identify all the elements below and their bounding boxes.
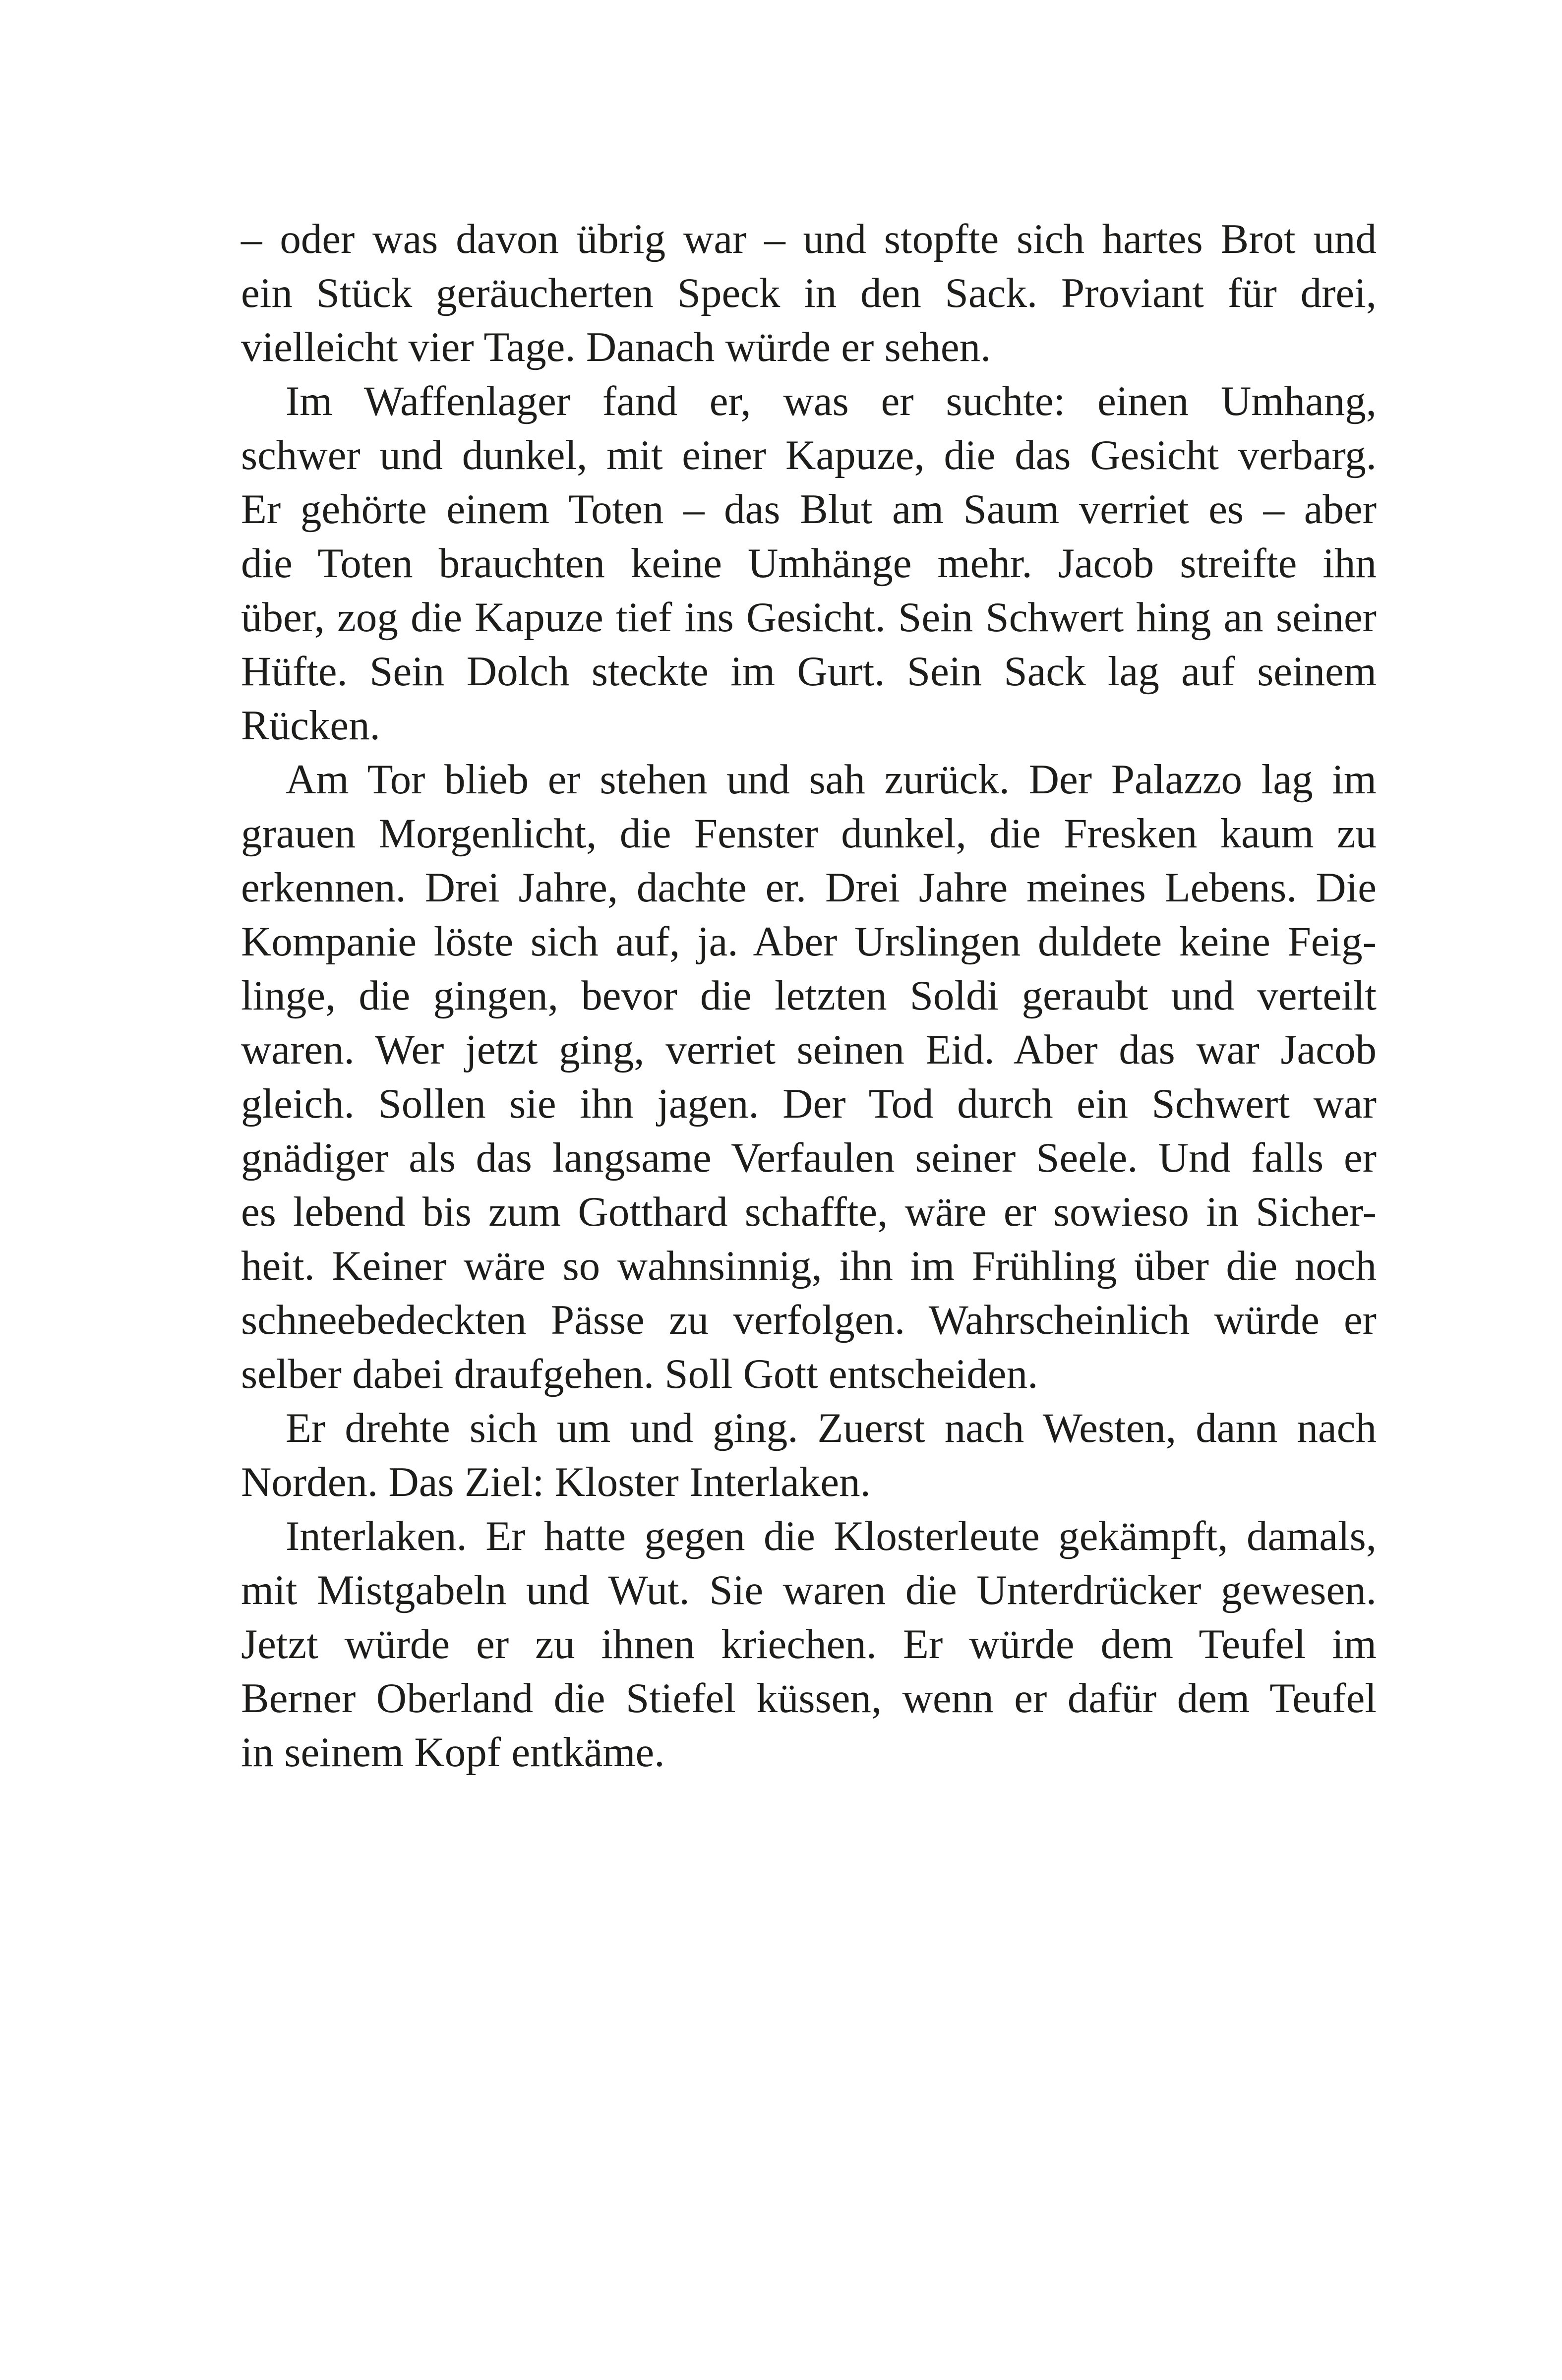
text-line: über, zog die Kapuze tief ins Gesicht. Sein Schwert hing an seiner (241, 594, 1377, 641)
text-line: Er gehörte einem Toten – das Blut am Saum verriet es – aber (241, 486, 1377, 533)
text-line: Jetzt würde er zu ihnen kriechen. Er würde dem Teufel im (241, 1621, 1377, 1667)
text-line: Hüfte. Sein Dolch steckte im Gurt. Sein Sack lag auf seinem (241, 648, 1377, 695)
text-line: waren. Wer jetzt ging, verriet seinen Eid. Aber das war Jacob (241, 1026, 1377, 1073)
body-text (241, 212, 1377, 1780)
text-line: – oder was davon übrig war – und stopfte sich hartes Brot und (241, 216, 1377, 262)
text-line: ein Stück geräucherten Speck in den Sack. Proviant für drei, (241, 270, 1377, 316)
text-line: mit Mistgabeln und Wut. Sie waren die Unterdrücker gewesen. (241, 1567, 1377, 1613)
text-line: Interlaken. Er hatte gegen die Klosterleute gekämpft, damals, (286, 1513, 1377, 1559)
text-line: Er drehte sich um und ging. Zuerst nach Westen, dann nach (286, 1405, 1377, 1451)
text-line: heit. Keiner wäre so wahnsinnig, ihn im Frühling über die noch (241, 1243, 1377, 1289)
text-line: gnädiger als das langsame Verfaulen seiner Seele. Und falls er (241, 1134, 1377, 1181)
text-line: Kompanie löste sich auf, ja. Aber Urslingen duldete keine Feig- (241, 918, 1377, 965)
text-line: Norden. Das Ziel: Kloster Interlaken. (241, 1459, 871, 1505)
text-line: es lebend bis zum Gotthard schaffte, wäre er sowieso in Sicher- (241, 1189, 1377, 1235)
text-line: selber dabei draufgehen. Soll Gott entscheiden. (241, 1351, 1038, 1397)
text-line: Berner Oberland die Stiefel küssen, wenn er dafür dem Teufel (241, 1675, 1377, 1722)
text-line: vielleicht vier Tage. Danach würde er sehen. (241, 324, 991, 370)
text-line: Rücken. (241, 702, 380, 749)
text-line: erkennen. Drei Jahre, dachte er. Drei Jahre meines Lebens. Die (241, 864, 1377, 911)
text-line: schwer und dunkel, mit einer Kapuze, die das Gesicht verbarg. (241, 432, 1377, 478)
text-line: in seinem Kopf entkäme. (241, 1729, 665, 1776)
text-line: Im Waffenlager fand er, was er suchte: einen Umhang, (286, 378, 1377, 424)
text-line: schneebedeckten Pässe zu verfolgen. Wahrscheinlich würde er (241, 1297, 1377, 1343)
text-line: linge, die gingen, bevor die letzten Soldi geraubt und verteilt (241, 972, 1377, 1019)
text-line: grauen Morgenlicht, die Fenster dunkel, die Fresken kaum zu (241, 810, 1377, 857)
text-line: gleich. Sollen sie ihn jagen. Der Tod durch ein Schwert war (241, 1080, 1377, 1127)
text-line: die Toten brauchten keine Umhänge mehr. Jacob streifte ihn (241, 540, 1377, 587)
text-line: Am Tor blieb er stehen und sah zurück. Der Palazzo lag im (286, 756, 1377, 803)
